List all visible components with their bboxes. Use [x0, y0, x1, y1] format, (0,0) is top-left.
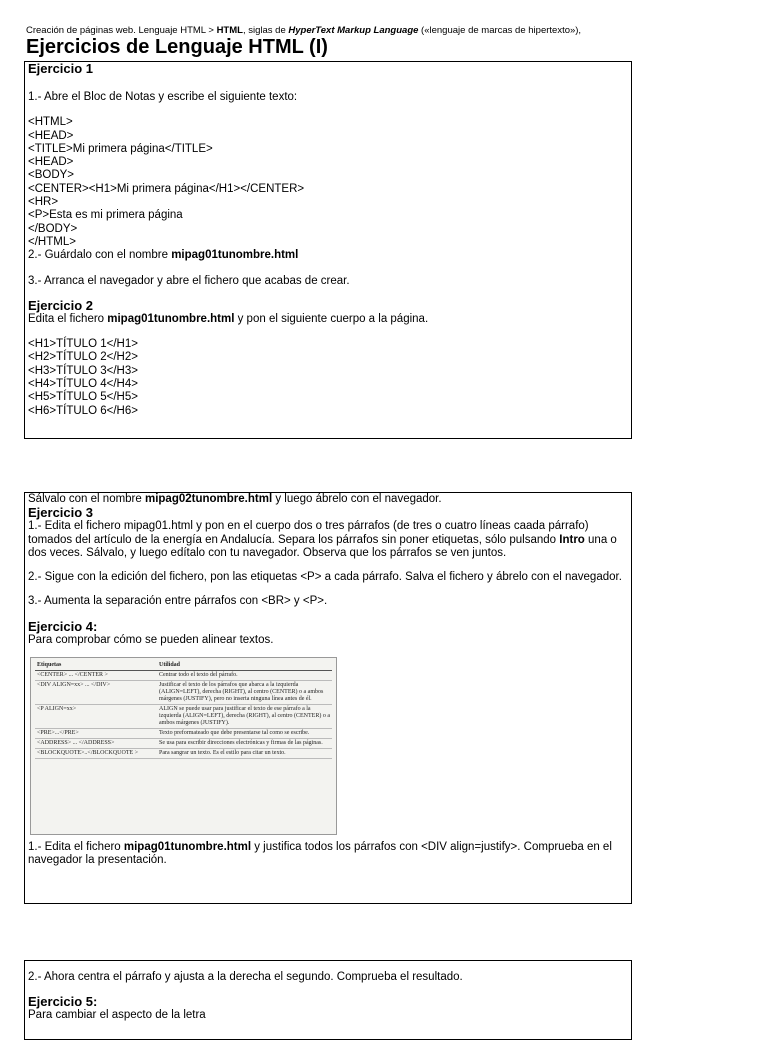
- table-cell: <CENTER> ... </CENTER >: [35, 671, 157, 681]
- exercise-2-title: Ejercicio 2: [28, 297, 94, 313]
- table-cell: Justificar el texto de los párrafos que abarca a la izquierda (ALIGN=LEFT), derecha (RIGHT), al centro (CENTER) o a ambos márgenes (JUSTIFY), pero no inserta ninguna línea antes de él.: [157, 681, 332, 705]
- table-cell: Se usa para escribir direcciones electrónicas y firmas de las páginas.: [157, 739, 332, 749]
- step-2-filename: mipag01tunombre.html: [171, 249, 299, 262]
- code-line: <BODY>: [28, 169, 75, 182]
- table-cell: <ADDRESS> ... </ADDRESS>: [35, 739, 157, 749]
- exercise-3-title: Ejercicio 3: [28, 505, 94, 521]
- ex2-text-pre: Edita el fichero: [28, 312, 108, 325]
- exercise-4-title: Ejercicio 4:: [28, 618, 98, 634]
- exercise-box-1: [24, 61, 632, 439]
- code-line: <H4>TÍTULO 4</H4>: [28, 378, 138, 391]
- exercise-1-title: Ejercicio 1: [28, 61, 94, 76]
- exercise-1-step-2: [28, 249, 628, 262]
- table-cell: Para sangrar un texto. Es el estilo para citar un texto.: [157, 749, 332, 759]
- page-title: Ejercicios de Lenguaje HTML (I): [26, 36, 328, 58]
- step-2-text: 2.- Guárdalo con el nombre: [28, 249, 172, 262]
- table-row: [35, 749, 332, 759]
- table-row: [35, 739, 332, 749]
- table-row: [35, 671, 332, 681]
- code-line: <CENTER><H1>Mi primera página</H1></CENTER>: [28, 182, 305, 195]
- table-cell: <PRE>...</PRE>: [35, 729, 157, 739]
- ex4-step1-pre: 1.- Edita el fichero: [28, 841, 124, 854]
- table-row: [35, 705, 332, 729]
- save-filename: mipag02tunombre.html: [144, 493, 273, 505]
- code-line: <P>Esta es mi primera página: [28, 209, 183, 222]
- ex4-step1-filename: mipag01tunombre.html: [123, 841, 252, 854]
- code-line: <H6>TÍTULO 6</H6>: [28, 404, 138, 417]
- table-header-cell: Utilidad: [157, 661, 332, 671]
- table-cell: <P ALIGN=xx>: [35, 705, 157, 729]
- exercise-2-desc: [28, 313, 628, 326]
- code-line: <HTML>: [28, 116, 73, 129]
- code-line: <H3>TÍTULO 3</H3>: [28, 364, 138, 377]
- ex2-text-post: y pon el siguiente cuerpo a la página.: [234, 312, 429, 325]
- ex3-step1-post: una o dos veces. Sálvalo, y luego edítalo con tu navegador. Observa que los párrafos se ven juntos.: [28, 533, 617, 559]
- breadcrumb-hypertext: HyperText Markup Language: [288, 25, 419, 36]
- table-cell: Centrar todo el texto del párrafo.: [157, 671, 332, 681]
- exercise-4-desc: Para comprobar cómo se pueden alinear textos.: [28, 633, 274, 646]
- exercise-1-step-1: 1.- Abre el Bloc de Notas y escribe el siguiente texto:: [28, 91, 298, 103]
- exercise-1-step-3: 3.- Arranca el navegador y abre el fichero que acabas de crear.: [28, 274, 350, 287]
- alignment-tags-table-image: [30, 657, 337, 835]
- breadcrumb-html: HTML: [216, 25, 243, 36]
- breadcrumb-header: [26, 25, 746, 36]
- code-line: <H1>TÍTULO 1</H1>: [28, 338, 138, 351]
- exercise-5-title: Ejercicio 5:: [28, 994, 98, 1010]
- ex4-step1-post: y justifica todos los párrafos con <DIV align=justify>. Comprueba en el navegador la presentación.: [28, 841, 612, 867]
- alignment-tags-table: [35, 661, 332, 759]
- code-line: <HEAD>: [28, 129, 74, 142]
- exercise-box-3: [24, 960, 632, 1040]
- save-text-pre: Sálvalo con el nombre: [28, 493, 145, 505]
- code-line: <H2>TÍTULO 2</H2>: [28, 351, 138, 364]
- exercise-5-desc: Para cambiar el aspecto de la letra: [28, 1009, 206, 1022]
- breadcrumb-suffix: («lenguaje de marcas de hipertexto»),: [418, 25, 582, 36]
- save-text-post: y luego ábrelo con el navegador.: [272, 493, 442, 505]
- table-row: [35, 681, 332, 705]
- table-cell: ALIGN se puede usar para justificar el texto de ese párrafo a la izquierda (ALIGN=LEFT), derecha (RIGHT), al centro (CENTER) o a ambos márgenes (JUSTIFY).: [157, 705, 332, 729]
- code-block-2: [28, 338, 628, 418]
- code-line: </HTML>: [28, 235, 76, 248]
- table-header-row: [35, 661, 332, 671]
- ex3-intro-key: Intro: [559, 533, 585, 546]
- exercise-3-step-3: 3.- Aumenta la separación entre párrafos con <BR> y <P>.: [28, 595, 328, 608]
- ex2-filename: mipag01tunombre.html: [107, 312, 235, 325]
- code-line: <TITLE>Mi primera página</TITLE>: [28, 142, 213, 155]
- table-cell: Texto preformateado que debe presentarse tal como se escribe.: [157, 729, 332, 739]
- exercise-box-2: [24, 492, 632, 904]
- breadcrumb-prefix: Creación de páginas web. Lenguaje HTML >: [26, 25, 217, 36]
- code-line: </BODY>: [28, 222, 78, 235]
- breadcrumb-mid: , siglas de: [242, 25, 289, 36]
- table-header-cell: Etiquetas: [35, 661, 157, 671]
- exercise-4-step-2: 2.- Ahora centra el párrafo y ajusta a la derecha el segundo. Comprueba el resultado.: [28, 971, 463, 983]
- table-cell: <BLOCKQUOTE>..</BLOCKQUOTE >: [35, 749, 157, 759]
- table-cell: <DIV ALIGN=xx> ... </DIV>: [35, 681, 157, 705]
- save-instruction: [28, 493, 628, 506]
- code-block-1: [28, 116, 628, 249]
- code-line: <HR>: [28, 196, 59, 209]
- exercise-3-step-1: [28, 520, 628, 560]
- table-row: [35, 729, 332, 739]
- exercise-3-step-2: 2.- Sigue con la edición del fichero, pon las etiquetas <P> a cada párrafo. Salva el fichero y ábrelo con el navegador.: [28, 571, 622, 584]
- exercise-4-step-1: [28, 841, 628, 868]
- ex3-step1-pre: 1.- Edita el fichero mipag01.html y pon en el cuerpo dos o tres párrafos (de tres o cuatro líneas caada párrafo) tomados del artículo de la energía en Andalucía. Separa los párrafos sin poner etiquetas, sólo pulsando: [28, 520, 589, 546]
- code-line: <HEAD>: [28, 156, 74, 169]
- code-line: <H5>TÍTULO 5</H5>: [28, 391, 138, 404]
